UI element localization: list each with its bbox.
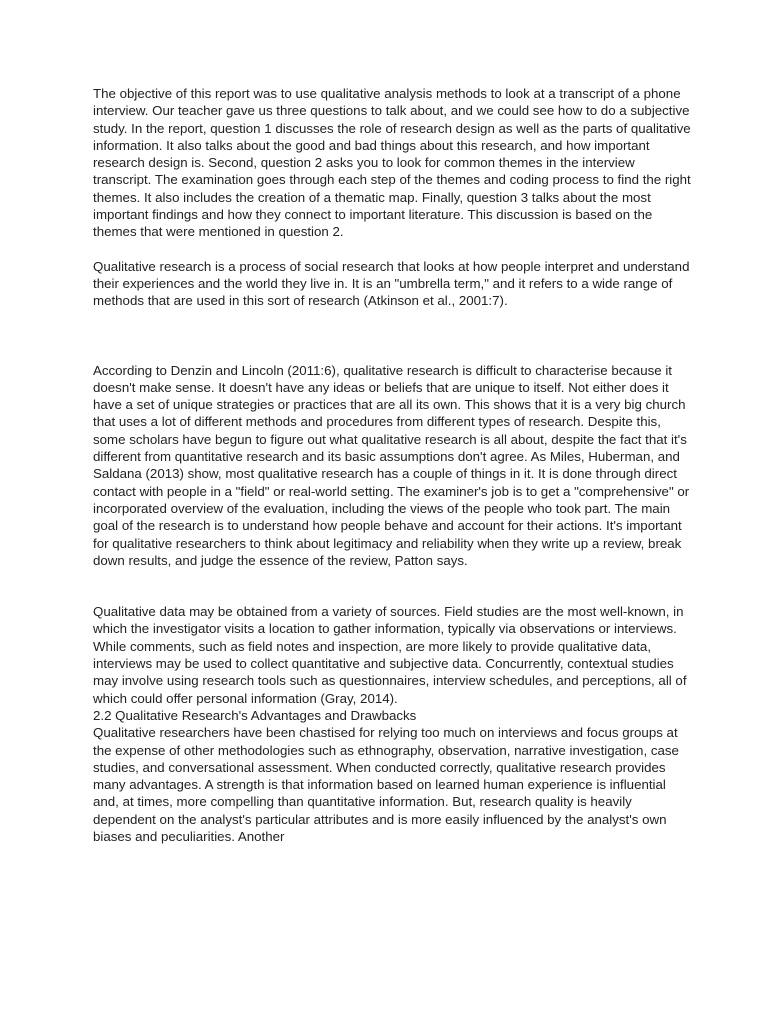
document-page	[93, 85, 693, 845]
denzin-lincoln-paragraph: According to Denzin and Lincoln (2011:6), qualitative research is difficult to characterise because it doesn't make sense. It doesn't have any ideas or beliefs that are unique to itself. Not either does it have a set of unique strategies or practices that are all its own. This shows that it is a very big church that uses a lot of different methods and procedures from different types of research. Despite this, some scholars have begun to figure out what qualitative research is all about, despite the fact that it's different from quantitative research and its basic assumptions don't agree. As Miles, Huberman, and Saldana (2013) show, most qualitative research has a couple of things in it. It is done through direct contact with people in a "field" or real-world setting. The examiner's job is to get a "comprehensive" or incorporated overview of the evaluation, including the views of the people who took part. The main goal of the research is to understand how people behave and account for their actions. It's important for qualitative researchers to think about legitimacy and reliability when they write up a review, break down results, and judge the essence of the review, Patton says.	[93, 362, 690, 568]
qualitative-research-definition-paragraph: Qualitative research is a process of social research that looks at how people interpret and understand their experiences and the world they live in. It is an "umbrella term," and it refers to a wide range of methods that are used in this sort of research (Atkinson et al., 2001:7).	[93, 258, 690, 309]
qualitative-data-sources-paragraph: Qualitative data may be obtained from a variety of sources. Field studies are the most well-known, in which the investigator visits a location to gather information, typically via observations or interviews. While comments, such as field notes and inspection, are more likely to provide qualitative data, interviews may be used to collect quantitative and subjective data. Concurrently, contextual studies may involve using research tools such as questionnaires, interview schedules, and perceptions, all of which could offer personal information (Gray, 2014).	[93, 604, 687, 706]
section-heading: 2.2 Qualitative Research's Advantages and Drawbacks	[93, 707, 417, 723]
advantages-drawbacks-paragraph: Qualitative researchers have been chastised for relying too much on interviews and focus groups at the expense of other methodologies such as ethnography, observation, narrative investigation, case studies, and conversational assessment. When conducted correctly, qualitative research provides many advantages. A strength is that information based on learned human experience is influential and, at times, more compelling than quantitative information. But, research quality is heavily dependent on the analyst's particular attributes and is more easily influenced by the analyst's own biases and peculiarities. Another	[93, 725, 679, 844]
intro-paragraph: The objective of this report was to use qualitative analysis methods to look at a transcript of a phone interview. Our teacher gave us three questions to talk about, and we could see how to do a subjective study. In the report, question 1 discusses the role of research design as well as the parts of qualitative information. It also talks about the good and bad things about this research, and how important research design is. Second, question 2 asks you to look for common themes in the interview transcript. The examination goes through each step of the themes and coding process to find the right themes. It also includes the creation of a thematic map. Finally, question 3 talks about the most important findings and how they connect to important literature. This discussion is based on the themes that were mentioned in question 2.	[93, 86, 691, 240]
